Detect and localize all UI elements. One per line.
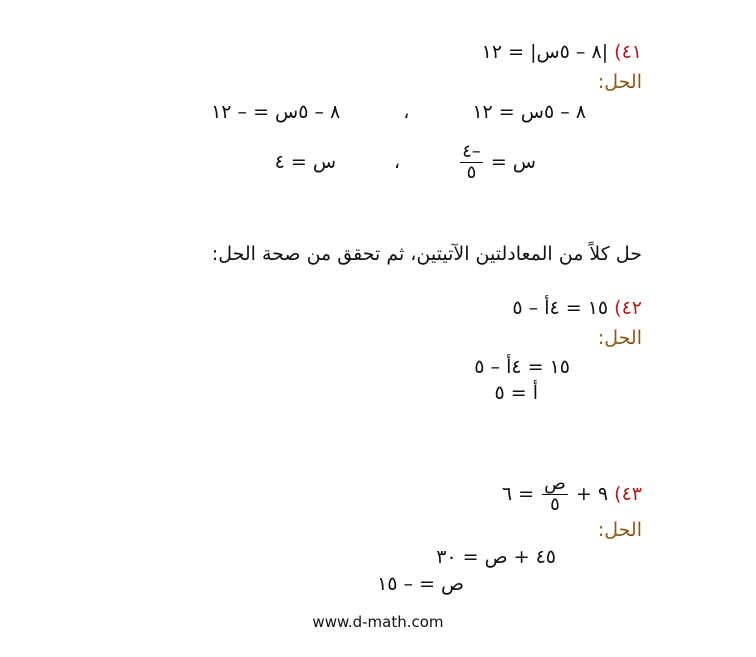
- problem-42-step-1: ١٥ = ٤أ – ٥: [474, 356, 570, 378]
- step-left: [452, 141, 536, 183]
- step-right: س = ٤: [274, 151, 337, 173]
- problem-number: ٤١): [614, 41, 642, 63]
- fraction-denominator: ٥: [550, 494, 560, 515]
- problem-41-step-2: [275, 138, 536, 186]
- step-left-prefix: س =: [490, 151, 536, 173]
- problem-43-step-1: ٤٥ + ص = ٣٠: [436, 546, 556, 568]
- fraction: [542, 474, 568, 515]
- fraction-numerator: –٤: [462, 141, 481, 162]
- solution-label: الحل:: [597, 519, 642, 541]
- problem-42-statement: [512, 296, 642, 320]
- problem-43-step-2: ص = – ١٥: [377, 573, 464, 595]
- separator-comma: ،: [394, 151, 401, 173]
- fraction-numerator: ص: [544, 473, 566, 494]
- eq-prefix: ٩ +: [575, 483, 609, 505]
- problem-42-step-2: أ = ٥: [494, 382, 538, 404]
- problem-equation: ١٥ = ٤أ – ٥: [512, 297, 609, 319]
- problem-41-statement: [482, 40, 642, 64]
- instruction-text: حل كلاً من المعادلتين الآتيتين، ثم تحقق من صحة الحل:: [211, 243, 642, 265]
- eq-suffix: = ٦: [501, 483, 535, 505]
- fraction: [460, 142, 483, 183]
- separator-comma: ،: [403, 101, 410, 123]
- footer-url: www.d-math.com: [312, 613, 444, 631]
- problem-41-step-1: [211, 100, 586, 124]
- solution-label: الحل:: [597, 327, 642, 349]
- step-left: ٨ – ٥س = ١٢: [472, 101, 586, 123]
- solution-label: الحل:: [597, 71, 642, 93]
- problem-43-statement: [502, 470, 642, 518]
- problem-equation: |٨ – ٥س| = ١٢: [481, 41, 609, 63]
- fraction-denominator: ٥: [466, 162, 477, 183]
- problem-number: ٤٢): [614, 297, 642, 319]
- problem-number: ٤٣): [614, 483, 642, 505]
- step-right: ٨ – ٥س = – ١٢: [211, 101, 341, 123]
